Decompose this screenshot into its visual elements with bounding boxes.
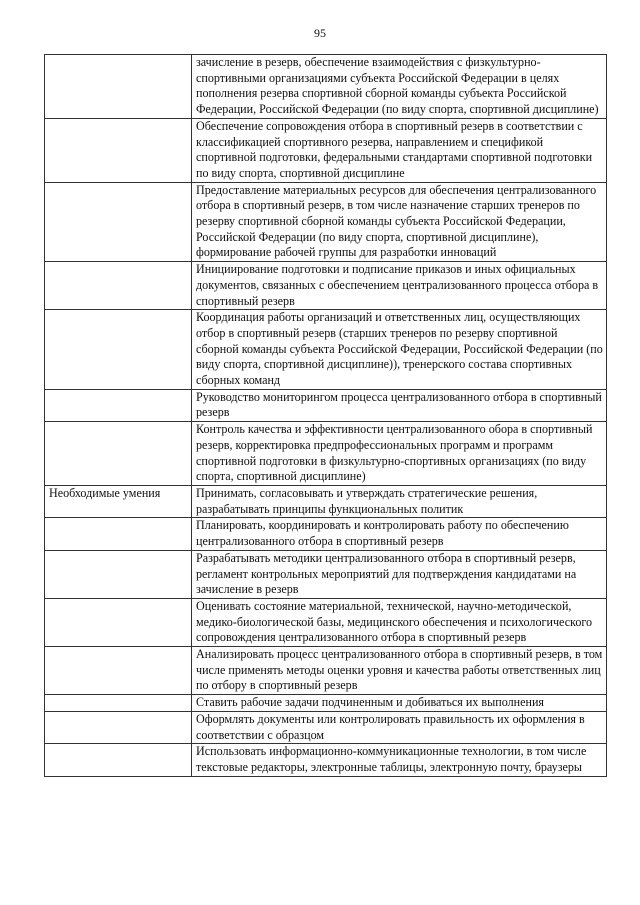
row-label-cell (45, 310, 192, 390)
row-label-cell (45, 422, 192, 486)
row-label-cell (45, 598, 192, 646)
requirements-table (44, 54, 607, 777)
row-label-cell (45, 711, 192, 743)
requirement-item: Планировать, координировать и контролировать работу по обеспечению централизованного отбора в спортивный резерв (192, 518, 607, 550)
row-label-cell (45, 647, 192, 695)
requirement-item: Контроль качества и эффективности централизованного обора в спортивный резерв, корректировка предпрофессиональных программ и программ спортивной подготовки в физкультурно-спортивных организациях (по виду спорта, спортивной дисциплине) (192, 422, 607, 486)
row-label-cell: Необходимые умения (45, 485, 192, 517)
requirement-item: Инициирование подготовки и подписание приказов и иных официальных документов, связанных с обеспечением централизованного процесса отбора в спортивный резерв (192, 262, 607, 310)
table-row (45, 310, 607, 390)
table-row (45, 262, 607, 310)
requirement-item: Анализировать процесс централизованного отбора в спортивный резерв, в том числе применять методы оценки уровня и качества работы ответственных лиц по отбору в спортивный резерв (192, 647, 607, 695)
row-label-cell (45, 389, 192, 421)
table-row (45, 744, 607, 776)
row-label-cell (45, 518, 192, 550)
table-row (45, 389, 607, 421)
requirement-item: Ставить рабочие задачи подчиненным и добиваться их выполнения (192, 695, 607, 712)
row-label-cell (45, 695, 192, 712)
requirement-item: Принимать, согласовывать и утверждать стратегические решения, разрабатывать принципы функциональных политик (192, 485, 607, 517)
row-label-cell (45, 55, 192, 119)
requirement-item: Оформлять документы или контролировать правильность их оформления в соответствии с образцом (192, 711, 607, 743)
table-row (45, 485, 607, 517)
table-row (45, 118, 607, 182)
requirement-item: Разрабатывать методики централизованного отбора в спортивный резерв, регламент контрольных мероприятий для подтверждения кандидатами на зачисление в резерв (192, 550, 607, 598)
table-row (45, 695, 607, 712)
table-row (45, 598, 607, 646)
table-row (45, 422, 607, 486)
table-row (45, 55, 607, 119)
page-number: 95 (314, 26, 326, 40)
requirement-item: Руководство мониторингом процесса централизованного отбора в спортивный резерв (192, 389, 607, 421)
row-label-cell (45, 262, 192, 310)
row-label-cell (45, 550, 192, 598)
table-row (45, 711, 607, 743)
requirement-item: Координация работы организаций и ответственных лиц, осуществляющих отбор в спортивный резерв (старших тренеров по резерву спортивной сборной команды субъекта Российской Федерации, Российской Федерации (по виду спорта, спортивной дисциплине)), тренерского состава спортивных сборных команд (192, 310, 607, 390)
row-label-cell (45, 744, 192, 776)
table-row (45, 550, 607, 598)
requirement-item: зачисление в резерв, обеспечение взаимодействия с физкультурно-спортивными организациями субъекта Российской Федерации в целях пополнения резерва спортивной сборной команды субъекта Российской Федерации, Российской Федерации (по виду спорта, спортивной дисциплине) (192, 55, 607, 119)
requirement-item: Предоставление материальных ресурсов для обеспечения централизованного отбора в спортивный резерв, в том числе назначение старших тренеров по резерву спортивной сборной команды субъекта Российской Федерации, Российской Федерации (по виду спорта, спортивной дисциплине), формирование рабочей группы для разработки инноваций (192, 182, 607, 262)
requirement-item: Обеспечение сопровождения отбора в спортивный резерв в соответствии с классификацией спортивного резерва, направлением и спецификой спортивной подготовки, федеральными стандартами спортивной подготовки по виду спорта, спортивной дисциплине (192, 118, 607, 182)
row-label-cell (45, 118, 192, 182)
table-row (45, 647, 607, 695)
row-label-cell (45, 182, 192, 262)
requirement-item: Оценивать состояние материальной, технической, научно-методической, медико-биологической базы, медицинского обеспечения и психологического сопровождения централизованного отбора в спортивный резерв (192, 598, 607, 646)
table-row (45, 518, 607, 550)
requirement-item: Использовать информационно-коммуникационные технологии, в том числе текстовые редакторы, электронные таблицы, электронную почту, браузеры (192, 744, 607, 776)
table-row (45, 182, 607, 262)
